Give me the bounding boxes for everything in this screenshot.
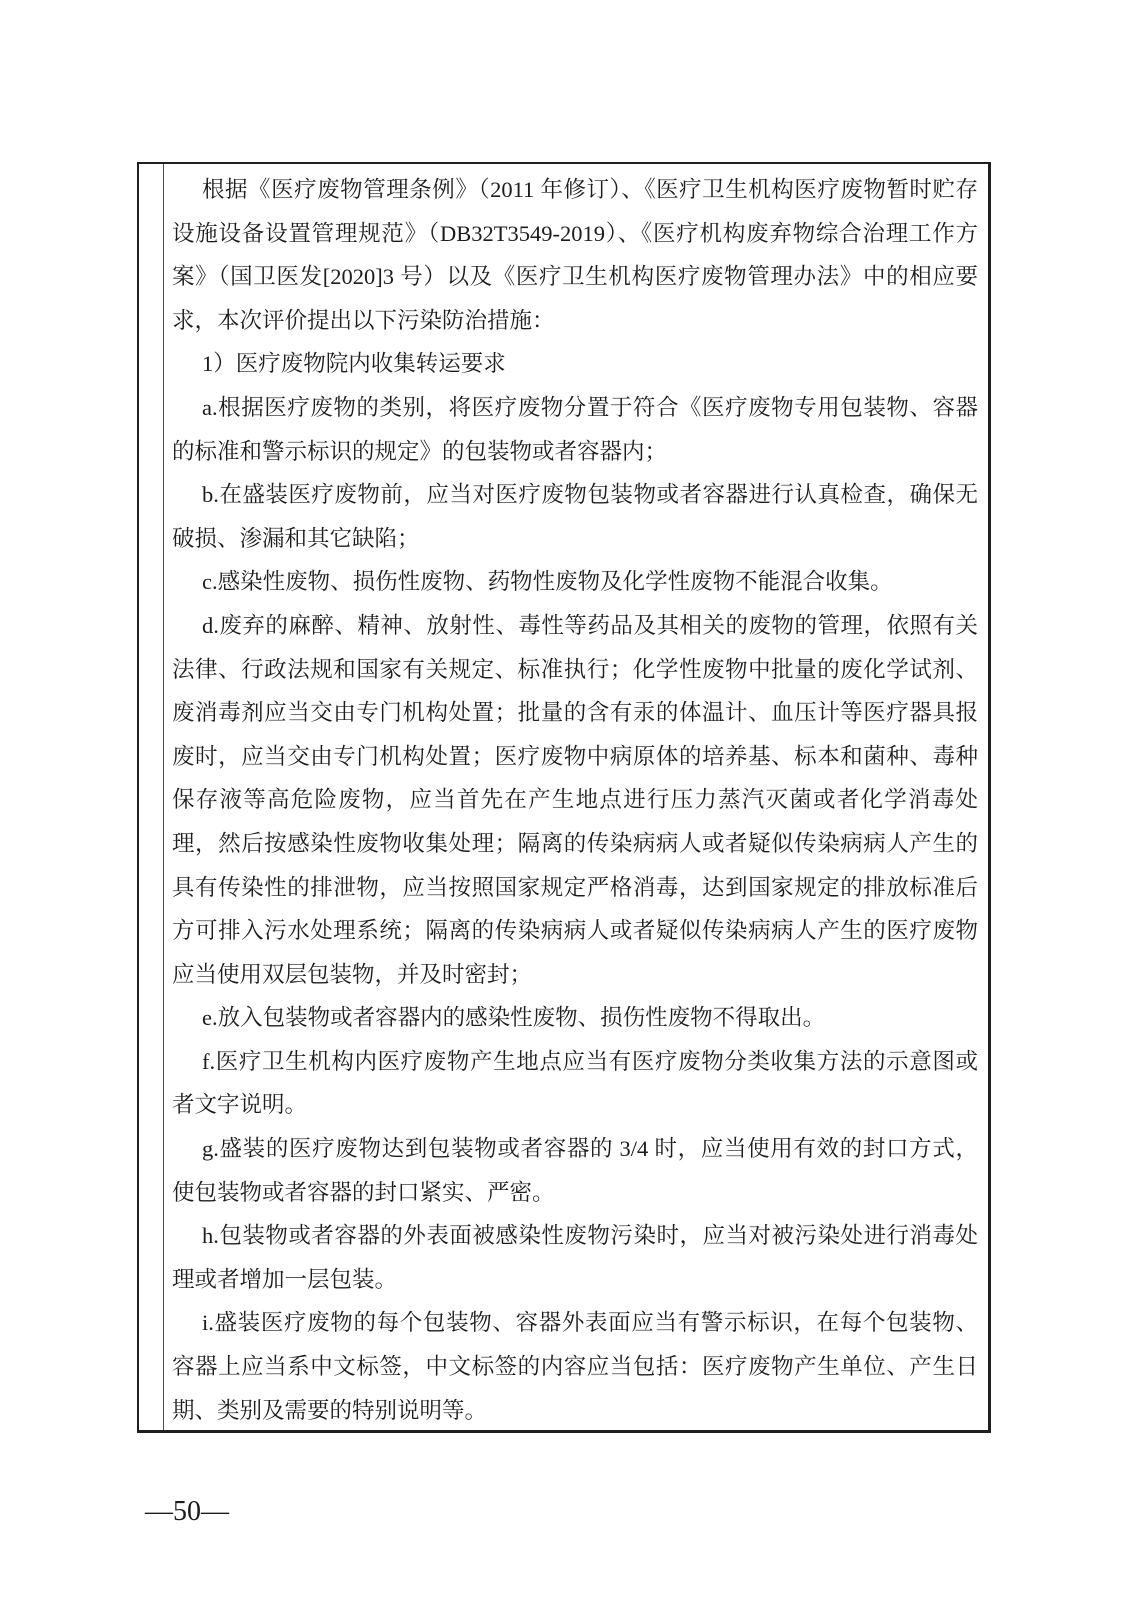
paragraph: c.感染性废物、损伤性废物、药物性废物及化学性废物不能混合收集。 [202, 569, 893, 595]
table-gutter-column [139, 164, 164, 1430]
content-table [137, 162, 991, 1433]
table-content-cell [164, 164, 988, 1430]
page-number: —50— [145, 1496, 229, 1527]
paragraph: 1）医疗废物院内收集转运要求 [202, 351, 506, 377]
paragraph: e.放入包装物或者容器内的感染性废物、损伤性废物不得取出。 [202, 1005, 826, 1031]
paragraph: 根据《医疗废物管理条例》（2011 年修订）、《医疗卫生机构医疗废物暂时贮存设施设备设置管理规范》（DB32T3549-2019）、《医疗机构废弃物综合治理工作方案》（国卫医发[2020]3 号）以及《医疗卫生机构医疗废物管理办法》中的相应要求，本次评价提出以下污染防治措施： [172, 177, 978, 333]
paragraph: d.废弃的麻醉、精神、放射性、毒性等药品及其相关的废物的管理，依照有关法律、行政法规和国家有关规定、标准执行；化学性废物中批量的废化学试剂、废消毒剂应当交由专门机构处置；批量的含有汞的体温计、血压计等医疗器具报废时，应当交由专门机构处置；医疗废物中病原体的培养基、标本和菌种、毒种保存液等高危险废物，应当首先在产生地点进行压力蒸汽灭菌或者化学消毒处理，然后按感染性废物收集处理；隔离的传染病病人或者疑似传染病病人产生的具有传染性的排泄物，应当按照国家规定严格消毒，达到国家规定的排放标准后方可排入污水处理系统；隔离的传染病病人或者疑似传染病病人产生的医疗废物应当使用双层包装物，并及时密封； [172, 612, 978, 987]
paragraph: h.包装物或者容器的外表面被感染性废物污染时，应当对被污染处进行消毒处理或者增加一层包装。 [172, 1223, 978, 1292]
paragraph: g.盛装的医疗废物达到包装物或者容器的 3/4 时，应当使用有效的封口方式，使包装物或者容器的封口紧实、严密。 [172, 1136, 978, 1205]
paragraph: a.根据医疗废物的类别，将医疗废物分置于符合《医疗废物专用包装物、容器的标准和警示标识的规定》的包装物或者容器内； [172, 394, 978, 464]
paragraph: f.医疗卫生机构内医疗废物产生地点应当有医疗废物分类收集方法的示意图或者文字说明。 [172, 1048, 978, 1118]
paragraph: b.在盛装医疗废物前，应当对医疗废物包装物或者容器进行认真检查，确保无破损、渗漏和其它缺陷； [172, 482, 978, 551]
paragraph: i.盛装医疗废物的每个包装物、容器外表面应当有警示标识，在每个包装物、容器上应当系中文标签，中文标签的内容应当包括：医疗废物产生单位、产生日期、类别及需要的特别说明等。 [172, 1310, 978, 1423]
